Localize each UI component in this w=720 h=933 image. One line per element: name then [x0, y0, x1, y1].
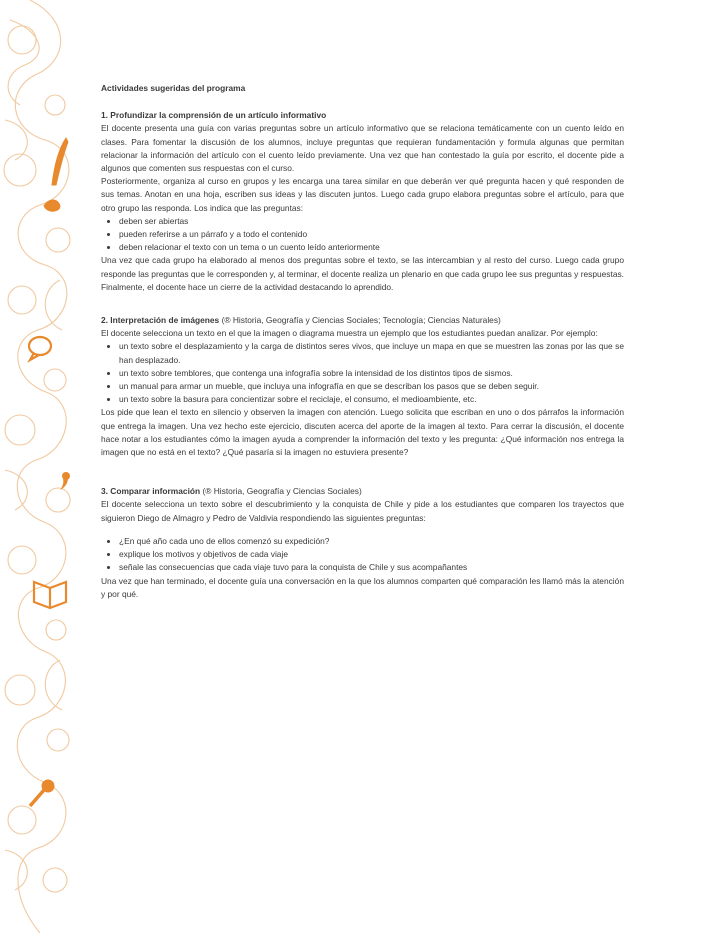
list-item: • deben ser abiertas — [119, 215, 624, 228]
list-item: • ¿En qué año cada uno de ellos comenzó su expedición? — [119, 535, 624, 548]
paragraph: El docente presenta una guía con varias preguntas sobre un artículo informativo que se relaciona temáticamente con un cuento leído en clases. Para fomentar la discusión de los alumnos, incluye preguntas que requieran fundamentación y formula algunas que permitan relacionar la información del artículo con el cuento leído previamente. Una vez que han contestado la guía por escrito, el docente pide a algunos que comenten sus respuestas con el curso. — [101, 123, 624, 174]
list-item: • deben relacionar el texto con un tema o un cuento leído anteriormente — [119, 241, 624, 254]
list-item: • un texto sobre temblores, que contenga una infografía sobre la intensidad de los distintos tipos de sismos. — [119, 367, 624, 380]
paragraph: El docente selecciona un texto en el que la imagen o diagrama muestra un ejemplo que los estudiantes puedan analizar. Por ejemplo: — [101, 328, 598, 339]
list-item: • pueden referirse a un párrafo y a todo el contenido — [119, 228, 624, 241]
section-heading-title: 2. Interpretación de imágenes — [101, 315, 220, 326]
list-item: • un texto sobre el desplazamiento y la carga de distintos seres vivos, que incluye un mapa en que se muestren las zonas por las que se han desplazado. — [119, 340, 624, 366]
bullet-list — [101, 535, 624, 575]
section-heading: 1. Profundizar la comprensión de un artículo informativo — [101, 110, 327, 121]
section-heading-subjects: (® Historia, Geografía y Ciencias Sociales) — [202, 486, 362, 497]
page-title: Actividades sugeridas del programa — [101, 83, 246, 93]
section-heading-subjects: (® Historia, Geografía y Ciencias Sociales; Tecnología; Ciencias Naturales) — [221, 315, 501, 326]
decorative-border — [0, 0, 82, 933]
comma-mark-icon — [60, 472, 70, 490]
bullet-list — [101, 340, 624, 406]
list-item: • un texto sobre la basura para concientizar sobre el reciclaje, el consumo, el medioambiente, etc. — [119, 393, 624, 406]
section-heading-title: 3. Comparar información — [101, 486, 201, 497]
quill-icon — [44, 138, 68, 211]
book-icon — [34, 582, 66, 608]
paragraph: Una vez que cada grupo ha elaborado al menos dos preguntas sobre el texto, se las intercambian y al resto del curso. Luego cada grupo responde las preguntas que le corresponden y, al terminar, el docente realiza un plenario en que cada grupo lee sus preguntas y respuestas. Finalmente, el docente hace un cierre de la actividad destacando lo aprendido. — [101, 255, 624, 292]
section-3 — [101, 485, 624, 601]
list-item: • un manual para armar un mueble, que incluya una infografía en que se describan los pasos que se deben seguir. — [119, 380, 624, 393]
bullet-list — [101, 215, 624, 255]
section-2 — [101, 314, 624, 459]
paragraph: El docente selecciona un texto sobre el descubrimiento y la conquista de Chile y pide a los estudiantes que comparen los trayectos que siguieron Diego de Almagro y Pedro de Valdivia respondiendo las siguientes preguntas: — [101, 499, 624, 523]
list-item: • explique los motivos y objetivos de cada viaje — [119, 548, 624, 561]
document-body — [101, 82, 624, 601]
speech-bubble-icon — [29, 337, 51, 360]
paragraph: Posteriormente, organiza al curso en grupos y les encarga una tarea similar en que deberán ver qué pregunta hacen y qué responden de sus temas. Anotan en una hoja, escriben sus ideas y las discuten juntos. Luego cada grupo elabora preguntas sobre el artículo, para que otro grupo las responda. Los indica que las preguntas: — [101, 176, 624, 213]
section-1 — [101, 109, 624, 294]
paragraph: Los pide que lean el texto en silencio y observen la imagen con atención. Luego solicita que escriban en uno o dos párrafos la información que entrega la imagen. Una vez hecho este ejercicio, discuten acerca del aporte de la imagen al texto. Para cerrar la discusión, el docente hace notar a los estudiantes cómo la imagen ayuda a comprender la información del texto y les pregunta: ¿Qué información nos entrega la imagen que no está en el texto? ¿Qué pasaría si la imagen no estuviera presente? — [101, 407, 624, 458]
section-heading — [101, 314, 624, 327]
microphone-icon — [30, 780, 54, 806]
paragraph: Una vez que han terminado, el docente guía una conversación en la que los alumnos comparten qué comparación les llamó más la atención y por qué. — [101, 575, 624, 599]
section-heading — [101, 485, 624, 498]
list-item: • señale las consecuencias que cada viaje tuvo para la conquista de Chile y sus acompañantes — [119, 561, 624, 574]
